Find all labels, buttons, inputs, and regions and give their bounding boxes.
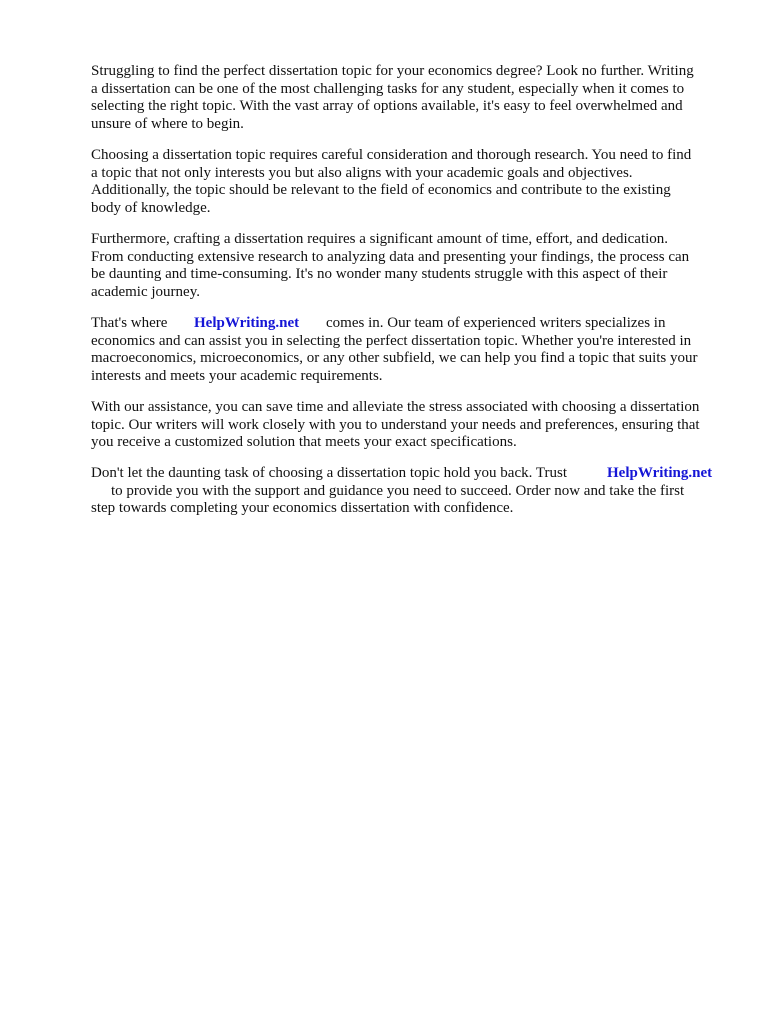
paragraph-4-tail-text: comes in. Our team of experienced writers specializes in: [326, 315, 666, 331]
paragraph-1-line-1: Struggling to find the perfect dissertation topic for your economics degree? Look no further. Writing: [91, 63, 694, 79]
paragraph-3-line-1: Furthermore, crafting a dissertation requires a significant amount of time, effort, and dedication.: [91, 231, 669, 247]
paragraph-1-line-3: selecting the right topic. With the vast array of options available, it's easy to feel overwhelmed and: [91, 98, 683, 114]
paragraph-3-line-3: be daunting and time-consuming. It's no wonder many students struggle with this aspect of their: [91, 266, 668, 282]
paragraph-4-line-2: economics and can assist you in selecting the perfect dissertation topic. Whether you're interested in: [91, 333, 692, 349]
paragraph-4-lead-text: That's where: [91, 315, 168, 331]
paragraph-4-line-4: interests and meets your academic requirements.: [91, 368, 383, 384]
paragraph-2-line-2: a topic that not only interests you but also aligns with your academic goals and objectives.: [91, 165, 633, 181]
paragraph-5-line-3: you receive a customized solution that meets your exact specifications.: [91, 434, 517, 450]
paragraph-2-line-3: Additionally, the topic should be relevant to the field of economics and contribute to the existing: [91, 182, 671, 198]
paragraph-5-line-1: With our assistance, you can save time and alleviate the stress associated with choosing a dissertation: [91, 399, 700, 415]
helpwriting-link-2[interactable]: HelpWriting.net: [607, 465, 713, 481]
paragraph-3-line-2: From conducting extensive research to analyzing data and presenting your findings, the process can: [91, 249, 690, 265]
paragraph-1-line-4: unsure of where to begin.: [91, 116, 244, 132]
paragraph-4-line-3: macroeconomics, microeconomics, or any other subfield, we can help you find a topic that suits your: [91, 350, 698, 366]
paragraph-2-line-1: Choosing a dissertation topic requires careful consideration and thorough research. You need to find: [91, 147, 692, 163]
paragraph-2-line-4: body of knowledge.: [91, 200, 211, 216]
paragraph-6-tail-text: to provide you with the support and guidance you need to succeed. Order now and take the first: [111, 483, 685, 499]
paragraph-6-lead-text: Don't let the daunting task of choosing a dissertation topic hold you back. Trust: [91, 465, 567, 481]
helpwriting-link-1[interactable]: HelpWriting.net: [194, 315, 300, 331]
paragraph-5-line-2: topic. Our writers will work closely with you to understand your needs and preferences, ensuring that: [91, 417, 700, 433]
paragraph-6-line-3: step towards completing your economics dissertation with confidence.: [91, 500, 514, 516]
paragraph-1-line-2: a dissertation can be one of the most challenging tasks for any student, especially when it comes to: [91, 81, 685, 97]
paragraph-3-line-4: academic journey.: [91, 284, 200, 300]
